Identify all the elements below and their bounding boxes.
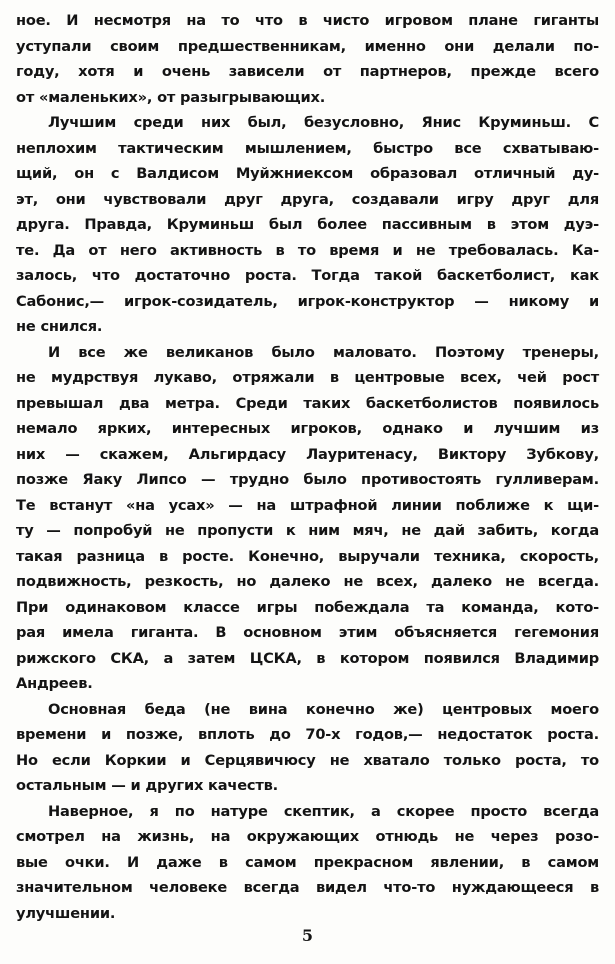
text-line: Андреев. [16, 675, 93, 692]
paragraph [16, 110, 599, 340]
paragraph [16, 697, 599, 799]
text-line: Те встанут «на усах» — на штрафной линии поближе к щи- [16, 496, 599, 514]
paragraph [16, 799, 599, 927]
text-line: остальным — и других качеств. [16, 777, 279, 794]
paragraph [16, 340, 599, 697]
text-line: ту — попробуй не пропусти к ним мяч, не дай забить, когда [16, 522, 599, 539]
text-line: друга. Правда, Круминьш был более пассивным в этом дуэ- [16, 216, 599, 233]
text-line: уступали своим предшественникам, именно они делали по- [16, 37, 599, 55]
paragraph [16, 8, 599, 110]
text-line: не снился. [16, 318, 103, 335]
text-line: превышал два метра. Среди таких баскетболистов появилось [16, 394, 599, 412]
text-line: ное. И несмотря на то что в чисто игровом плане гиганты [16, 12, 599, 29]
text-line: от «маленьких», от разыгрывающих. [16, 88, 326, 106]
text-line: залось, что достаточно роста. Тогда такой баскетболист, как [16, 267, 599, 284]
text-line: вые очки. И даже в самом прекрасном явлении, в самом [16, 853, 599, 871]
text-line: Сабонис,— игрок-созидатель, игрок-конструктор — никому и [16, 292, 599, 310]
text-line: времени и позже, вплоть до 70-х годов,— недостаток роста. [16, 726, 599, 743]
text-line: них — скажем, Альгирдасу Лауритенасу, Виктору Зубкову, [16, 445, 599, 463]
text-line: Лучшим среди них был, безусловно, Янис Круминьш. С [48, 114, 599, 131]
text-line: улучшении. [16, 904, 116, 922]
text-line: рая имела гиганта. В основном этим объясняется гегемония [16, 624, 599, 641]
text-line: не мудрствуя лукаво, отряжали в центровые всех, чей рост [16, 369, 599, 386]
text-line: эт, они чувствовали друг друга, создавали игру друг для [16, 190, 599, 208]
text-line: году, хотя и очень зависели от партнеров, прежде всего [16, 63, 599, 80]
text-line: подвижность, резкость, но далеко не всех, далеко не всегда. [16, 573, 599, 590]
text-line: те. Да от него активность в то время и не требовалась. Ка- [16, 241, 599, 259]
text-line: Но если Коркии и Серцявичюсу не хватало только роста, то [16, 751, 599, 769]
text-line: При одинаковом классе игры побеждала та команда, кото- [16, 598, 599, 616]
text-line: Основная беда (не вина конечно же) центровых моего [48, 700, 599, 718]
text-line: немало ярких, интересных игроков, однако и лучшим из [16, 420, 599, 437]
text-line: смотрел на жизнь, на окружающих отнюдь не через розо- [16, 828, 599, 845]
text-line: позже Яаку Липсо — трудно было противостоять гулливерам. [16, 471, 599, 488]
text-line: Наверное, я по натуре скептик, а скорее просто всегда [48, 802, 599, 820]
text-line: такая разница в росте. Конечно, выручали техника, скорость, [16, 547, 599, 565]
text-line: рижского СКА, а затем ЦСКА, в котором появился Владимир [16, 649, 599, 667]
text-line: неплохим тактическим мышлением, быстро все схватываю- [16, 139, 599, 157]
body-text [16, 8, 599, 926]
text-line: И все же великанов было маловато. Поэтому тренеры, [48, 343, 599, 361]
page-number: 5 [301, 926, 314, 945]
text-line: значительном человеке всегда видел что-то нуждающееся в [16, 879, 599, 896]
text-line: щий, он с Валдисом Муйжниексом образовал отличный ду- [16, 165, 599, 182]
